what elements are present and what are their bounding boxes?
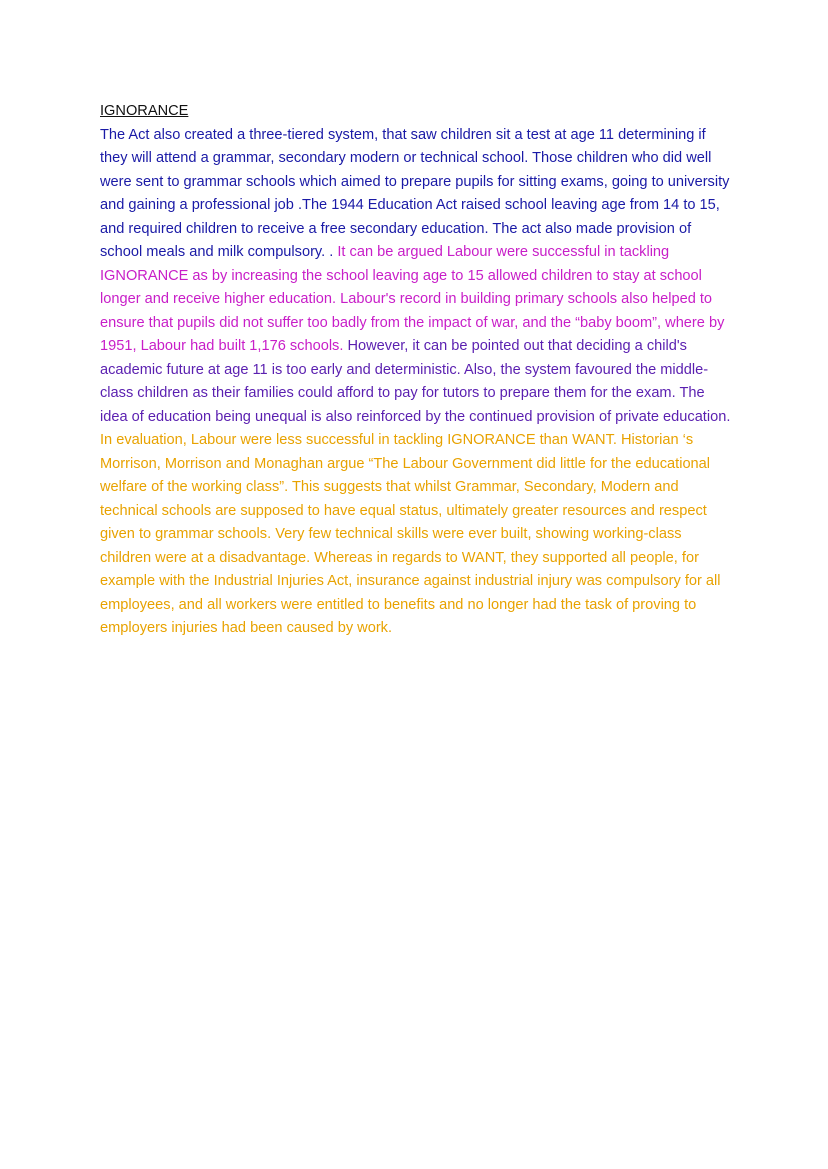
body-paragraph [100, 124, 732, 641]
text-segment-evaluation: In evaluation, Labour were less successful in tackling IGNORANCE than WANT. Historian ‘s Morrison, Morrison and Monaghan argue “The Labour Government did little for the educational welfare of the working class”. This suggests that whilst Grammar, Secondary, Modern and technical schools are supposed to have equal status, ultimately greater resources and respect given to grammar schools. Very few technical skills were ever built, showing working-class children were at a disadvantage. Whereas in regards to WANT, they supported all people, for example with the Industrial Injuries Act, insurance against industrial injury was compulsory for all employees, and all workers were entitled to benefits and no longer had the task of proving to employers injuries had been caused by work. [100, 432, 721, 636]
document-page [100, 100, 732, 641]
section-heading: IGNORANCE [100, 103, 189, 119]
text-segment-counterargument: However, it can be pointed out that deciding a child's academic future at age 11 is too early and deterministic. Also, the system favoured the middle-class children as their families could afford to pay for tutors to prepare them for the exam. The idea of education being unequal is also reinforced by the continued provision of private education. [100, 338, 731, 425]
text-segment-description: The Act also created a three-tiered system, that saw children sit a test at age 11 determining if they will attend a grammar, secondary modern or technical school. Those children who did well were sent to grammar schools which aimed to prepare pupils for sitting exams, going to university and gaining a professional job .The 1944 Education Act raised school leaving age from 14 to 15, and required children to receive a free secondary education. The act also made provision of school meals and milk compulsory. . [100, 126, 730, 260]
text-segment-argument: It can be argued Labour were successful in tackling IGNORANCE as by increasing the school leaving age to 15 allowed children to stay at school longer and receive higher education. Labour's record in building primary schools also helped to ensure that pupils did not suffer too badly from the impact of war, and the “baby boom”, where by 1951, Labour had built 1,176 schools. [100, 244, 725, 354]
